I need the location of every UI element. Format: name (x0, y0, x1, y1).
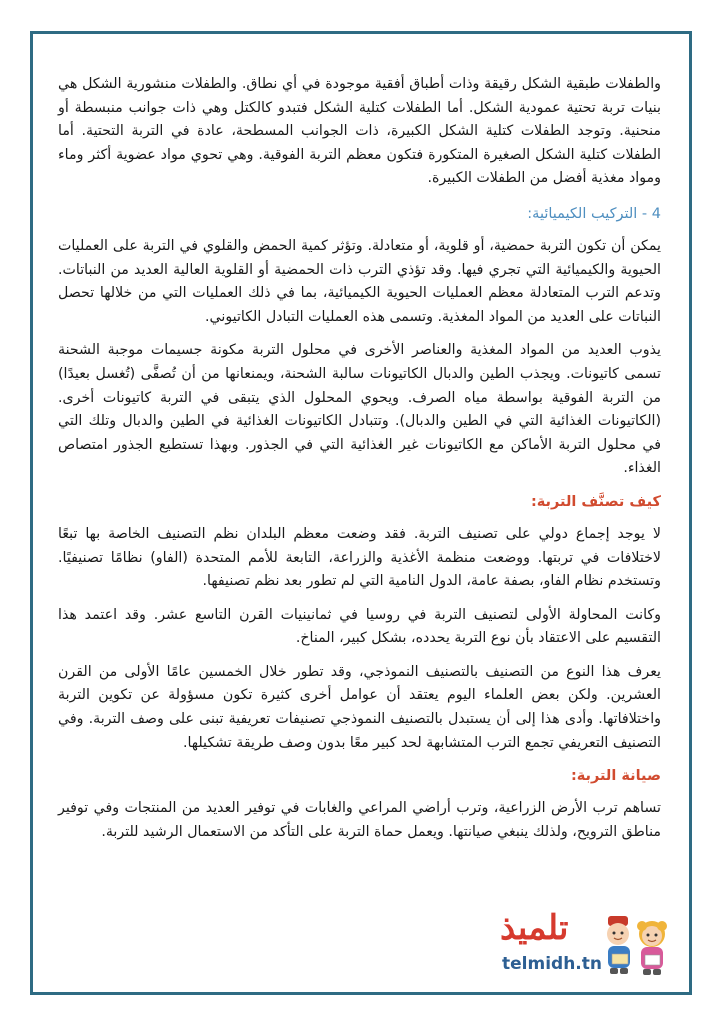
logo-arabic-text: تلميذ (500, 908, 569, 948)
maintenance-paragraph: تساهم ترب الأرض الزراعية، وترب أراضي المراعي والغابات في توفير العديد من المنتجات وفي توفير مناطق الترويح، ولذلك ينبغي صيانتها. ويعمل حماة التربة على التأكد من الاستعمال الرشيد للتربة. (58, 800, 661, 840)
kids-reading-icon (602, 910, 672, 980)
classification-paragraph-3: يعرف هذا النوع من التصنيف بالتصنيف النموذجي، وقد تطور خلال الخمسين عامًا الأولى من القرن العشرين. ولكن بعض العلماء اليوم يعتقد أن عوامل أخرى كثيرة تكون مسؤولة عن تكوين التربة واختلافاتها. وأدى هذا إلى أن يستبدل بالتصنيف النموذجي تصنيفات تعريفية تبنى على وصف التربة. وفي التصنيف التعريفي تجمع الترب المتشابهة لحد كبير معًا بدون وصف طريقة تشكيلها. (58, 663, 661, 751)
section-heading-chemical: 4 - التركيب الكيميائية: (527, 205, 661, 222)
document-body (58, 73, 661, 844)
chemical-paragraph-2: يذوب العديد من المواد المغذية والعناصر الأخرى في محلول التربة مكونة جسيمات موجبة الشحنة تسمى كاتيونات. ويجذب الطين والدبال الكاتيونات سالبة الشحنة، ويمنعانها من أن تُصفَّى (تُغسل بعيدًا) من التربة الفوقية بواسطة مياه الصرف. ويحوي المحلول الذي يتبقى في التربة كاتيونات أخرى. (الكاتيونات الغذائية التي في الطين والدبال). وتتبادل الكاتيونات الغذائية في الطين والدبال وتلك التي في محلول التربة الأماكن مع الكاتيونات غير الغذائية التي في الجذور. وبهذا تستطيع الجذور امتصاص الغذاء. (58, 342, 661, 477)
classification-paragraph-1: لا يوجد إجماع دولي على تصنيف التربة. فقد وضعت معظم البلدان نظم التصنيف الخاصة بها تبعًا لاختلافات في تربتها. ووضعت منظمة الأغذية والزراعة، التابعة للأمم المتحدة (الفاو) نظامًا تصنيفيًا. وتستخدم نظام الفاو، بصفة عامة، الدول النامية التي لم تطور بعد نظم تصنيفها. (58, 525, 661, 590)
section-heading-classification: كيف تصنَّف التربة: (530, 493, 661, 510)
logo-latin-text: telmidh.tn (502, 954, 602, 974)
section-heading-maintenance: صيانة التربة: (570, 768, 661, 785)
chemical-paragraph-1: يمكن أن تكون التربة حمضية، أو قلوية، أو متعادلة. وتؤثر كمية الحمض والقلوي في التربة على العمليات الحيوية والكيميائية التي تجري فيها. وقد تؤذي الترب ذات الحمضية أو القلوية العالية العديد من النباتات. وتدعم الترب المتعادلة معظم العمليات الحيوية الكيميائية، بما في ذلك العمليات التي من خلالها تحصل النباتات على العديد من المواد المغذية. وتسمى هذه العمليات التبادل الكاتيوني. (58, 237, 661, 325)
classification-paragraph-2: وكانت المحاولة الأولى لتصنيف التربة في روسيا في ثمانينيات القرن التاسع عشر. وقد اعتمد هذا التقسيم على الاعتقاد بأن نوع التربة يحدده، بشكل كبير، المناخ. (58, 606, 661, 647)
telmidh-logo (492, 906, 670, 984)
intro-paragraph: والطفلات طبقية الشكل رقيقة وذات أطباق أفقية موجودة في أي نطاق. والطفلات منشورية الشكل هي بنيات تربة تحتية عمودية الشكل. أما الطفلات كتلية الشكل فتبدو كالكتل وهي ذات جوانب منبسطة أو منحنية. وتوجد الطفلات كتلية الشكل الكبيرة، ذات الجوانب المسطحة، عادة في التربة التحتية. أما الطفلات كتلية الشكل الصغيرة المتكورة فتكون معظم التربة الفوقية. وهي تحوي مواد عضوية أكثر وماء ومواد مغذية أفضل من الطفلات الكبيرة. (58, 76, 661, 187)
